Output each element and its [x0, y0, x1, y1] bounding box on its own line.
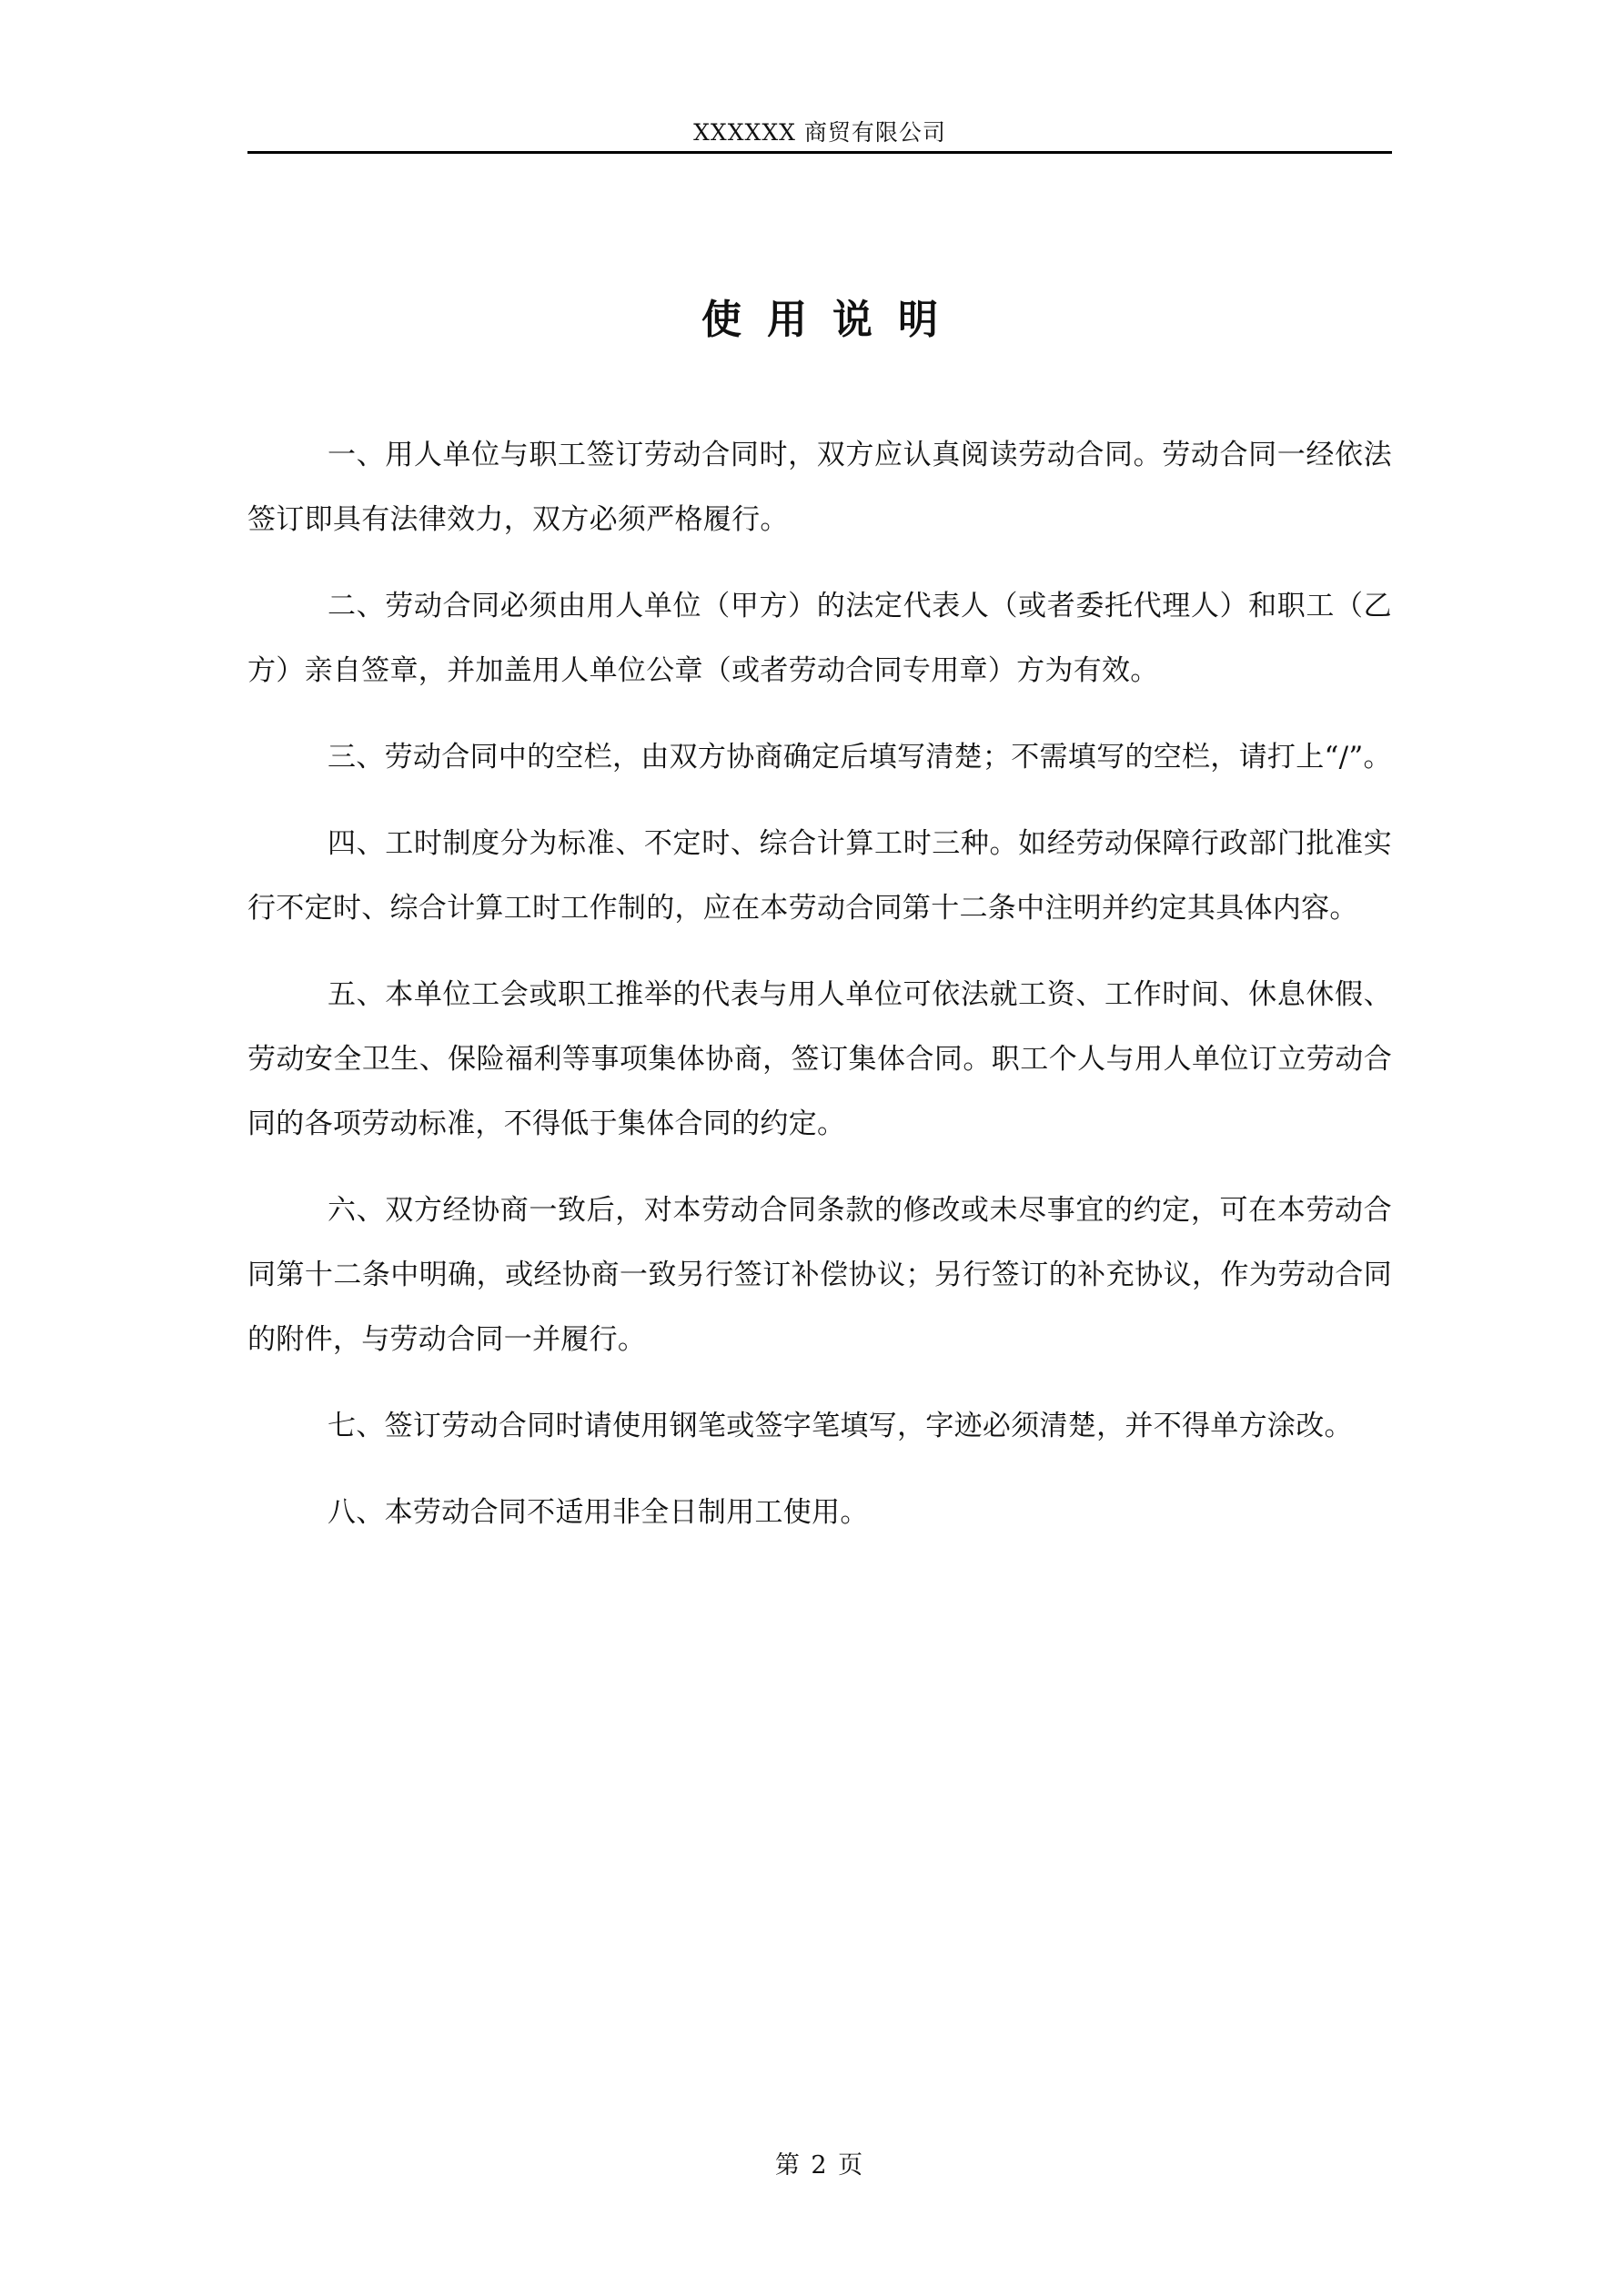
instruction-paragraph-3: 三、劳动合同中的空栏，由双方协商确定后填写清楚；不需填写的空栏，请打上“/”。	[328, 741, 1392, 774]
instruction-paragraph-5: 五、本单位工会或职工推举的代表与用人单位可依法就工资、工作时间、休息休假、劳动安全卫生、保险福利等事项集体协商，签订集体合同。职工个人与用人单位订立劳动合同的各项劳动标准，不得低于集体合同的约定。	[247, 978, 1392, 1140]
instruction-paragraph-1: 一、用人单位与职工签订劳动合同时，双方应认真阅读劳动合同。劳动合同一经依法签订即具有法律效力，双方必须严格履行。	[247, 439, 1392, 536]
page-header-company: XXXXXX 商贸有限公司	[693, 119, 946, 146]
instruction-paragraph-7: 七、签订劳动合同时请使用钢笔或签字笔填写，字迹必须清楚，并不得单方涂改。	[328, 1410, 1353, 1442]
page-number: 第 2 页	[774, 2151, 865, 2180]
page-title: 使用说明	[701, 297, 963, 343]
instruction-paragraph-8: 八、本劳动合同不适用非全日制用工使用。	[328, 1496, 869, 1529]
instruction-paragraph-4: 四、工时制度分为标准、不定时、综合计算工时三种。如经劳动保障行政部门批准实行不定时、综合计算工时工作制的，应在本劳动合同第十二条中注明并约定其具体内容。	[247, 827, 1392, 925]
instruction-paragraph-6: 六、双方经协商一致后，对本劳动合同条款的修改或未尽事宜的约定，可在本劳动合同第十二条中明确，或经协商一致另行签订补偿协议；另行签订的补充协议，作为劳动合同的附件，与劳动合同一并履行。	[247, 1194, 1392, 1356]
instruction-paragraph-2: 二、劳动合同必须由用人单位（甲方）的法定代表人（或者委托代理人）和职工（乙方）亲自签章，并加盖用人单位公章（或者劳动合同专用章）方为有效。	[247, 590, 1392, 687]
header-divider	[247, 151, 1392, 154]
instructions-body	[247, 423, 1392, 1567]
